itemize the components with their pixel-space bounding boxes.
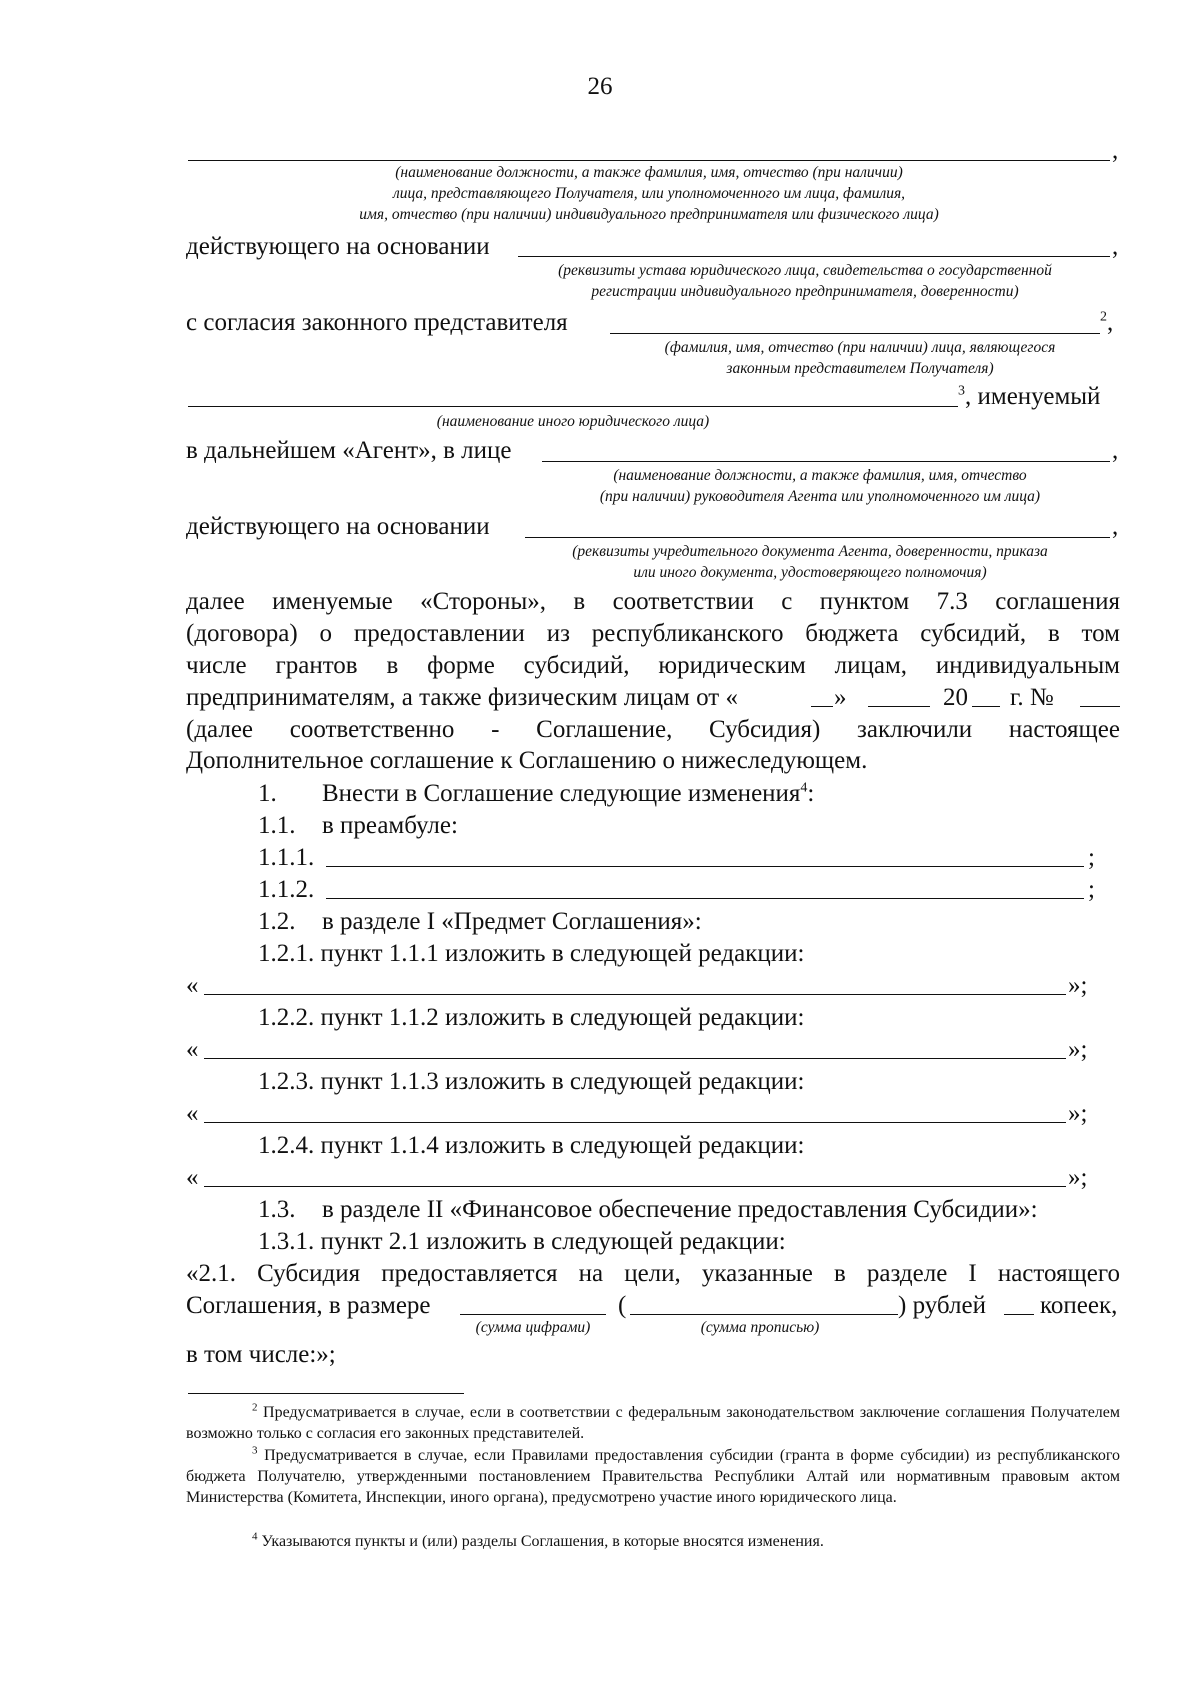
quote-close: »;: [1068, 1100, 1088, 1127]
item-1-3-text: в разделе II «Финансовое обеспечение предоставления Субсидии»:: [322, 1196, 1038, 1223]
agent-label: в дальнейшем «Агент», в лице: [186, 437, 512, 464]
item-1-3-number: 1.3.: [258, 1196, 296, 1223]
paragraph-line-2: (договора) о предоставлении из республиканского бюджета субсидий, в том: [186, 620, 1120, 647]
item-1-2-2-line: [204, 1058, 1066, 1059]
kopecks-line: [1004, 1314, 1034, 1315]
item-1-1-1-number: 1.1.1.: [258, 844, 315, 871]
footnote-4-number: 4: [252, 1530, 258, 1543]
agent-basis-line: [525, 537, 1110, 538]
footnote-3: $^3$ Предусматривается в случае, если Правилами предоставления субсидии (гранта в форме субсидии) из республиканского бюджета Получателю, утвержденными постановлением Правительства Республики Алтай или нормативным правовым актом Министерства (Комитета, Инспекции, иного органа), предусмотрено участие иного юридического лица.: [186, 1444, 1121, 1506]
footnote-ref-2: $^2$,: [1100, 309, 1114, 336]
item-1-number: 1.: [258, 780, 277, 807]
item-1-text: Внести в Соглашение следующие изменения$^4$:: [322, 780, 815, 807]
acting-basis-label: действующего на основании: [186, 233, 490, 260]
quote-close: »;: [1068, 972, 1088, 999]
rubles-label: ) рублей: [898, 1292, 986, 1319]
semicolon: ;: [1088, 876, 1095, 903]
other-entity-line: [188, 406, 958, 407]
caption-rep-1: (фамилия, имя, отчество (при наличии) лица, являющегося: [664, 339, 1056, 356]
item-1-2-3-line: [204, 1122, 1066, 1123]
comma: ,: [1112, 137, 1119, 164]
kopecks-label: копеек,: [1040, 1292, 1118, 1319]
caption-official-3: имя, отчество (при наличии) индивидуального предпринимателя или физического лица): [359, 206, 939, 223]
item-1-1-2-line: [326, 898, 1084, 899]
caption-rep-2: законным представителем Получателя): [726, 360, 994, 377]
clause-2-1-line-3: в том числе:»;: [186, 1341, 336, 1368]
caption-sum-digits: (сумма цифрами): [475, 1319, 591, 1336]
basis-line: [518, 256, 1110, 257]
item-1-2-1-line: [204, 994, 1066, 995]
quote-close: »;: [1068, 1164, 1088, 1191]
quote-open: «: [186, 1164, 199, 1191]
item-1-2-3: 1.2.3. пункт 1.1.3 изложить в следующей редакции:: [258, 1068, 805, 1095]
footnote-ref-3: $^3$, именуемый: [958, 383, 1101, 410]
quote-open: «: [186, 1100, 199, 1127]
paragraph-line-3: числе грантов в форме субсидий, юридическим лицам, индивидуальным: [186, 652, 1120, 679]
date-month-blank: [868, 706, 930, 707]
paragraph-line-6: Дополнительное соглашение к Соглашению о нижеследующем.: [186, 747, 868, 774]
item-1-3-1: 1.3.1. пункт 2.1 изложить в следующей редакции:: [258, 1228, 786, 1255]
clause-2-1-line-1: «2.1. Субсидия предоставляется на цели, указанные в разделе I настоящего: [186, 1260, 1120, 1287]
caption-other-entity: (наименование иного юридического лица): [436, 413, 710, 430]
page-number: 26: [587, 73, 613, 100]
footnote-2-number: 2: [252, 1401, 258, 1414]
date-day-blank: [811, 706, 833, 707]
quote-open: «: [186, 1036, 199, 1063]
clause-2-1-amount-label: Соглашения, в размере: [186, 1292, 431, 1319]
caption-official-2: лица, представляющего Получателя, или уполномоченного им лица, фамилия,: [392, 185, 906, 202]
item-1-1-text: в преамбуле:: [322, 812, 458, 839]
date-year-blank: [972, 706, 1000, 707]
agent-official-line: [542, 461, 1110, 462]
item-1-2-number: 1.2.: [258, 908, 296, 935]
acting-basis-label-2: действующего на основании: [186, 513, 490, 540]
caption-agent-basis-1: (реквизиты учредительного документа Агента, доверенности, приказа: [572, 543, 1048, 560]
footnote-separator: [188, 1393, 464, 1394]
paragraph-line-1: далее именуемые «Стороны», в соответствии с пунктом 7.3 соглашения: [186, 588, 1120, 615]
caption-sum-words: (сумма прописью): [700, 1319, 820, 1336]
item-1-2-2: 1.2.2. пункт 1.1.2 изложить в следующей редакции:: [258, 1004, 805, 1031]
paren-open: (: [618, 1292, 627, 1319]
comma: ,: [1112, 437, 1119, 464]
item-1-2-4-line: [204, 1186, 1066, 1187]
date-quote-close: »: [834, 684, 847, 711]
date-prefix: предпринимателям, а также физическим лицам от «: [186, 684, 738, 711]
sum-digits-line: [460, 1314, 606, 1315]
caption-basis-2: регистрации индивидуального предпринимателя, доверенности): [591, 283, 1019, 300]
caption-agent-official-2: (при наличии) руководителя Агента или уполномоченного им лица): [599, 488, 1041, 505]
consent-label: с согласия законного представителя: [186, 309, 568, 336]
item-1-2-4: 1.2.4. пункт 1.1.4 изложить в следующей редакции:: [258, 1132, 805, 1159]
paragraph-line-4: [186, 683, 738, 713]
official-name-line: [188, 160, 1110, 161]
quote-close: »;: [1068, 1036, 1088, 1063]
item-1-2-text: в разделе I «Предмет Соглашения»:: [322, 908, 702, 935]
date-year: 20: [943, 684, 968, 711]
sum-words-line: [630, 1314, 898, 1315]
semicolon: ;: [1088, 844, 1095, 871]
footnote-2: $^2$ Предусматривается в случае, если в соответствии с федеральным законодательством заключение соглашения Получателем возможно только с согласия его законных представителей.: [186, 1401, 1121, 1442]
item-1-1-2-number: 1.1.2.: [258, 876, 315, 903]
number-blank: [1080, 706, 1120, 707]
footnote-4: $^4$ Указываются пункты и (или) разделы Соглашения, в которые вносятся изменения.: [252, 1530, 824, 1550]
caption-agent-basis-2: или иного документа, удостоверяющего полномочия): [633, 564, 987, 581]
footnote-3-number: 3: [252, 1444, 258, 1457]
caption-official-1: (наименование должности, а также фамилия, имя, отчество (при наличии): [395, 164, 903, 181]
comma: ,: [1112, 233, 1119, 260]
number-label: г. №: [1010, 684, 1054, 711]
caption-agent-official-1: (наименование должности, а также фамилия, имя, отчество: [613, 467, 1027, 484]
item-1-1-number: 1.1.: [258, 812, 296, 839]
paragraph-line-5: (далее соответственно - Соглашение, Субсидия) заключили настоящее: [186, 716, 1120, 743]
quote-open: «: [186, 972, 199, 999]
caption-basis-1: (реквизиты устава юридического лица, свидетельства о государственной: [558, 262, 1052, 279]
comma: ,: [1112, 513, 1119, 540]
item-1-1-1-line: [326, 866, 1084, 867]
item-1-2-1: 1.2.1. пункт 1.1.1 изложить в следующей редакции:: [258, 940, 805, 967]
representative-line: [610, 333, 1100, 334]
